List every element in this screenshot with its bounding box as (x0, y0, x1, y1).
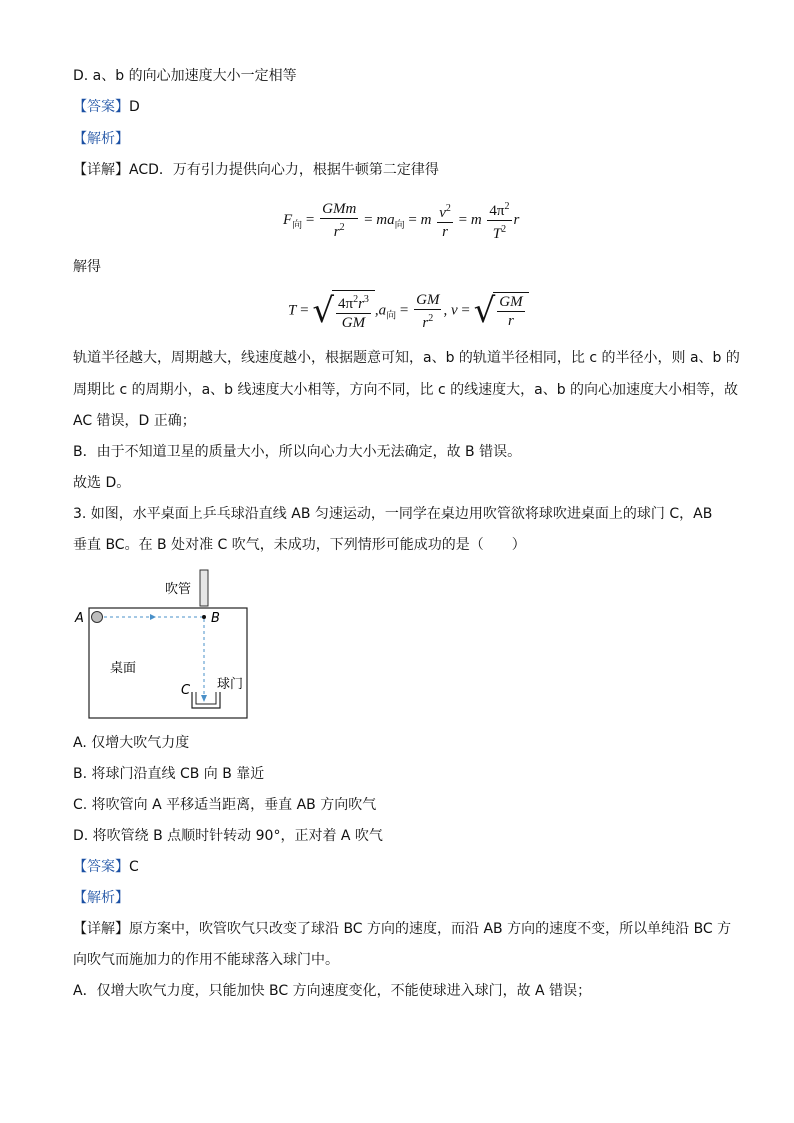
detail-2-line-2: 向吹气而施加力的作用不能球落入球门中。 (73, 952, 339, 968)
analysis-2-tag: 【解析】 (73, 890, 129, 906)
equation-gravitation: $F_向$ = $\frac{\text{GMm}}{r^2}$ = $ma_向 = m$ $\frac{v^2}{r}$ = m $\frac{4\pi^2}{T^2}$ r (283, 198, 519, 243)
detail-2-line-3: A．仅增大吹气力度，只能加快 BC 方向速度变化，不能使球进入球门，故 A 错误； (73, 983, 592, 999)
table-diagram (70, 565, 260, 725)
blow-tube-icon (200, 570, 208, 606)
paragraph-2: 周期比 c 的周期小，a、b 线速度大小相等，方向不同，比 c 的线速度大，a、b 的向心加速度大小相等，故 (73, 382, 739, 398)
option-d: D. 将吹管绕 B 点顺时针转动 90°，正对着 A 吹气 (73, 828, 383, 844)
option-d-previous: D. a、b 的向心加速度大小一定相等 (73, 68, 297, 84)
answer-tag: 【答案】 (73, 859, 129, 875)
equation-solution: T = √ $\frac{4\pi^2r^3}{GM}$ $,a_向$ = $\frac{GM}{r^2}$ , v = √ $\frac{GM}{r}$ (288, 290, 529, 332)
detail-2-line-1: 【详解】原方案中，吹管吹气只改变了球沿 BC 方向的速度，而沿 AB 方向的速度不变，所以单纯沿 BC 方 (73, 921, 732, 937)
ball-icon (92, 612, 103, 623)
answer-2 (73, 857, 139, 877)
goal-inner (196, 692, 216, 704)
paragraph-5: 故选 D。 (73, 475, 131, 491)
point-a-label: A (75, 611, 84, 626)
paragraph-4: B．由于不知道卫星的质量大小，所以向心力大小无法确定，故 B 错误。 (73, 444, 522, 460)
question-3-line-1: 3. 如图，水平桌面上乒乓球沿直线 AB 匀速运动，一同学在桌边用吹管欲将球吹进桌面上的球门 C，AB (73, 506, 713, 522)
answer-value: C (129, 859, 139, 875)
option-a: A. 仅增大吹气力度 (73, 735, 190, 751)
answer-value: D (129, 99, 140, 115)
point-b-label: B (211, 611, 220, 626)
point-c-label: C (181, 683, 191, 698)
option-b: B. 将球门沿直线 CB 向 B 靠近 (73, 766, 265, 782)
answer-tag: 【答案】 (73, 99, 129, 115)
answer-1 (73, 97, 140, 117)
paragraph-3: AC 错误，D 正确； (73, 413, 196, 429)
question-3-line-2: 垂直 BC。在 B 处对准 C 吹气，未成功，下列情形可能成功的是（ ） (73, 537, 526, 553)
detail-1: 【详解】ACD．万有引力提供向心力，根据牛顿第二定律得 (73, 162, 439, 178)
arrow-right-icon (150, 614, 156, 620)
option-c: C. 将吹管向 A 平移适当距离，垂直 AB 方向吹气 (73, 797, 377, 813)
paragraph-1: 轨道半径越大，周期越大，线速度越小，根据题意可知，a、b 的轨道半径相同，比 c 的半径小，则 a、b 的 (73, 350, 740, 366)
solve-label: 解得 (73, 259, 101, 275)
arrow-down-icon (201, 695, 207, 702)
goal-label: 球门 (217, 677, 244, 692)
tube-label: 吹管 (165, 582, 192, 597)
table-label: 桌面 (110, 661, 137, 676)
point-b-dot (202, 615, 206, 619)
analysis-1-tag: 【解析】 (73, 131, 129, 147)
